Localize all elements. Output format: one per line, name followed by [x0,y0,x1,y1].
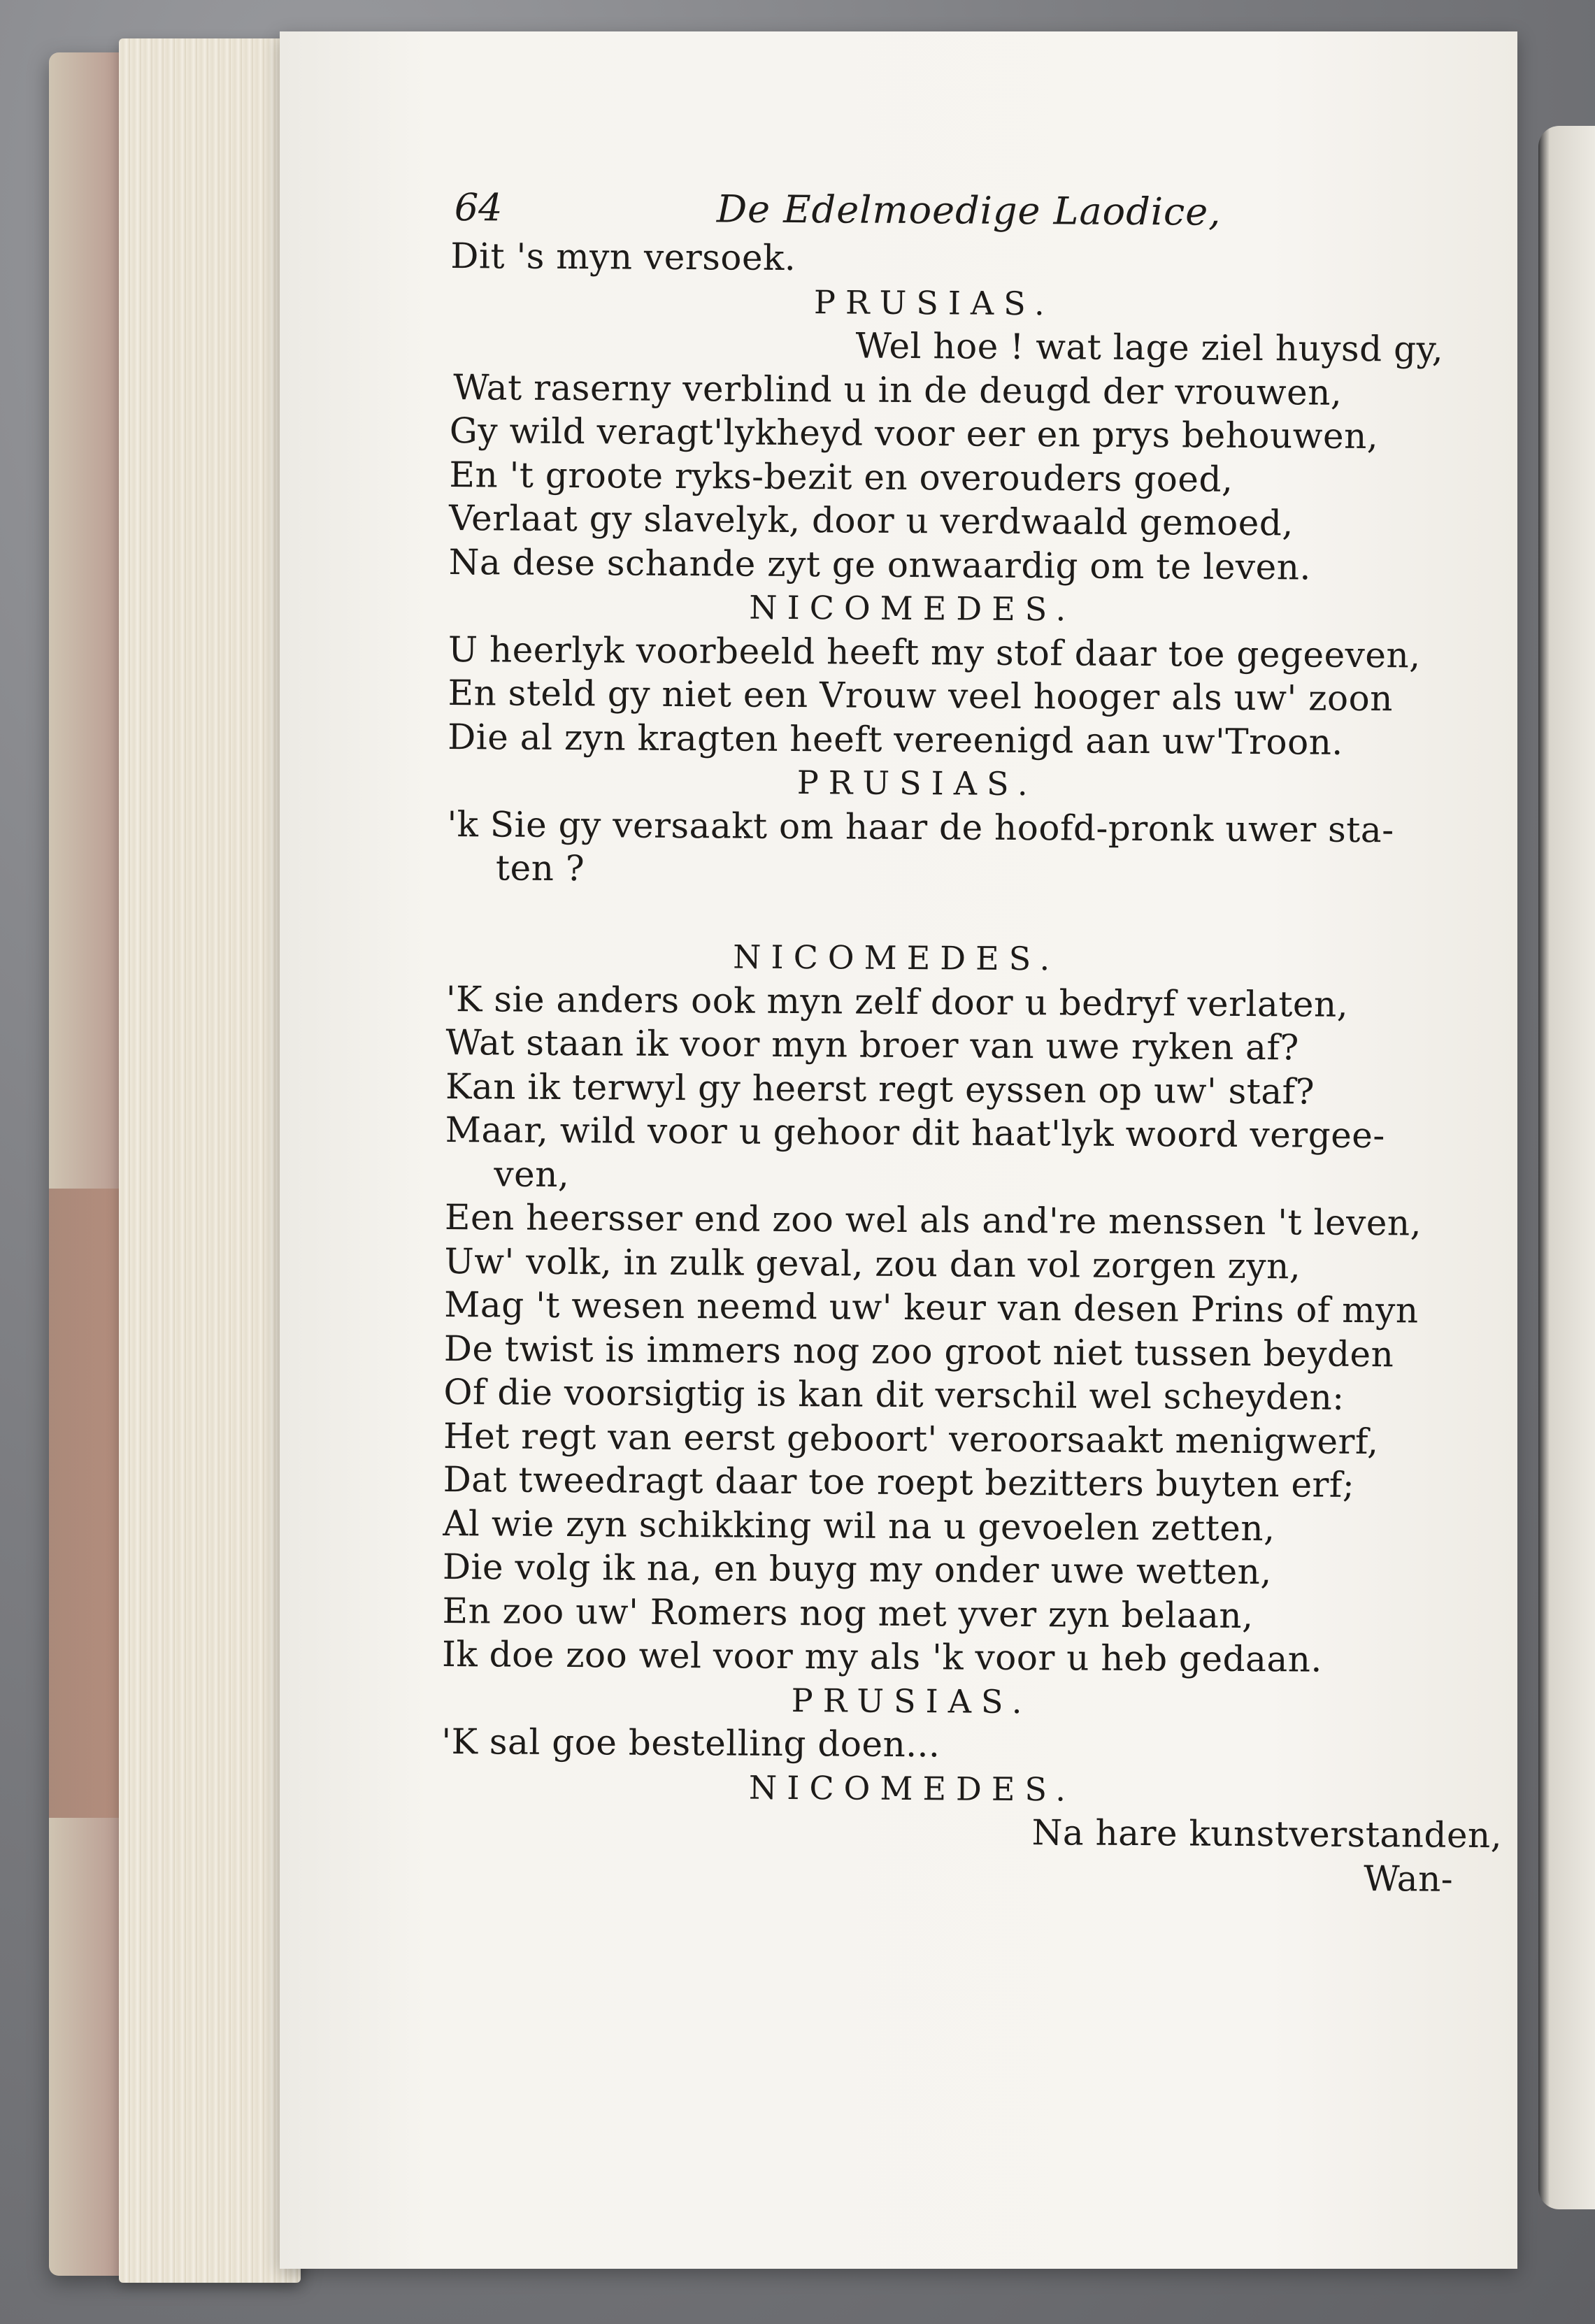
page-text [441,185,1503,1901]
verse-line: U heerlyk voorbeeld heeft my stof daar toe gegeeven, [448,629,1421,675]
verse-line: Wat staan ik voor myn broer van uwe ryken af? [445,1021,1299,1068]
verse-line: ten ? [495,847,585,889]
verse-line: Uw' volk, in zulk geval, zou dan vol zorgen zyn, [444,1240,1301,1286]
verse-line: Na dese schande zyt ge onwaardig om te leven. [448,541,1312,588]
verse-line: Het regt van eerst geboort' veroorsaakt menigwerf, [443,1415,1379,1462]
verse-line: 'K sal goe bestelling doen... [441,1721,940,1765]
verse-line: Maar, wild voor u gehoor dit haat'lyk woord vergee- [445,1109,1385,1156]
verse-line: ven, [494,1153,570,1195]
verse-lines [441,234,1503,1901]
verse-line: Na hare kunstverstanden, [1031,1812,1503,1856]
verse-line: Ik doe zoo wel voor my als 'k voor u heb gedaan. [441,1633,1323,1680]
blank-line [446,889,1471,939]
page-number: 64 [454,185,503,230]
verse-line: Wat raserny verblind u in de deugd der vrouwen, [453,366,1343,413]
verse-line: Wel hoe ! wat lage ziel huysd gy, [855,325,1444,370]
verse-line: Die al zyn kragten heeft vereenigd aan uw'Troon. [448,716,1343,763]
verse-line: En zoo uw' Romers nog met yver zyn belaan, [442,1590,1254,1636]
verse-line: Al wie zyn schikking wil na u gevoelen zetten, [443,1502,1275,1549]
speaker-heading: NICOMEDES. [749,588,1076,629]
verse-line: Gy wild veragt'lykheyd voor eer en prys behouwen, [449,410,1379,457]
verse-line: Mag 't wesen neemd uw' keur van desen Prins of myn [444,1284,1419,1331]
speaker-heading: PRUSIAS. [796,763,1038,803]
page-edges [119,38,301,2283]
page-header [451,185,1475,241]
verse-line: Wan- [1364,1858,1454,1900]
verse-line: 'k Sie gy versaakt om haar de hoofd-pronk uwer sta- [447,803,1394,850]
verse-line: En steld gy niet een Vrouw veel hooger als uw' zoon [448,672,1394,719]
verse-line: Kan ik terwyl gy heerst regt eyssen op uw' staf? [445,1066,1315,1112]
verse-line: Een heersser end zoo wel als and're menssen 't leven, [444,1196,1422,1244]
verse-line: Verlaat gy slavelyk, door u verdwaald gemoed, [448,497,1294,544]
verse-line: De twist is immers nog zoo groot niet tussen beyden [443,1328,1394,1375]
verse-line: Of die voorsigtig is kan dit verschil wel scheyden: [443,1371,1345,1418]
speaker-heading: PRUSIAS. [791,1681,1032,1721]
verse-line: Dit 's myn versoek. [450,235,796,279]
running-title: De Edelmoedige Laodice, [716,187,1222,234]
speaker-heading: PRUSIAS. [813,282,1054,322]
speaker-heading: NICOMEDES. [733,938,1060,978]
facing-page-edge [1538,126,1595,2209]
speaker-heading: NICOMEDES. [748,1768,1076,1808]
verse-line: 'K sie anders ook myn zelf door u bedryf verlaten, [445,978,1349,1025]
verse-line: En 't groote ryks-bezit en overouders goed, [449,454,1233,500]
verse-line: Dat tweedragt daar toe roept bezitters buyten erf; [443,1458,1355,1505]
verse-line: Die volg ik na, en buyg my onder uwe wetten, [442,1546,1272,1593]
